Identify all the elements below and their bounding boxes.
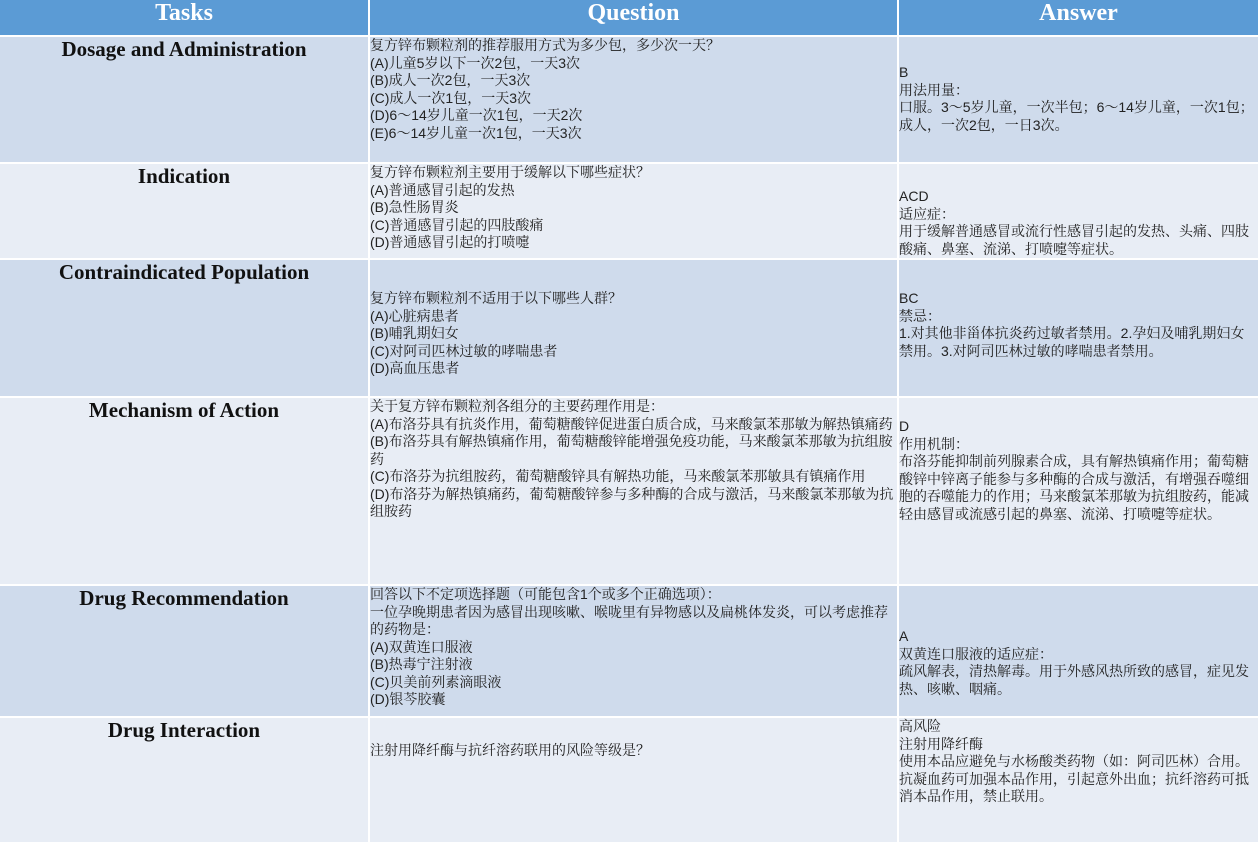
question-stem: 回答以下不定项选择题（可能包含1个或多个正确选项）：: [370, 586, 721, 602]
answer-explanation: 疏风解表，清热解毒。用于外感风热所致的感冒，症见发热、咳嗽、咽痛。: [899, 663, 1249, 697]
question-option: (D)普通感冒引起的打喷嚏: [370, 234, 530, 250]
answer-cell: [899, 398, 1258, 586]
answer-heading: 注射用降纤酶: [899, 735, 983, 752]
task-cell: Drug Interaction: [0, 718, 370, 844]
answer-cell: [899, 718, 1258, 844]
question-option: (C)成人一次1包，一天3次: [370, 89, 532, 106]
question-stem: 复方锌布颗粒剂不适用于以下哪些人群？: [370, 290, 622, 306]
question-stem: 复方锌布颗粒剂的推荐服用方式为多少包，多少次一天？: [370, 37, 720, 53]
header-question: Question: [370, 0, 899, 37]
answer-key: 高风险: [899, 718, 941, 734]
table-row: [0, 260, 1258, 398]
task-cell: Dosage and Administration: [0, 37, 370, 164]
answer-key: A: [899, 628, 909, 644]
question-option: (B)成人一次2包，一天3次: [370, 72, 531, 88]
header-row: [0, 0, 1258, 37]
question-option: (C)贝美前列素滴眼液: [370, 673, 502, 690]
question-option: (D)6～14岁儿童一次1包，一天2次: [370, 107, 583, 123]
task-cell: Drug Recommendation: [0, 586, 370, 718]
header-tasks: Tasks: [0, 0, 370, 37]
question-cell: [370, 398, 899, 586]
task-cell: Indication: [0, 164, 370, 260]
question-option: (B)热毒宁注射液: [370, 656, 473, 672]
answer-heading: 双黄连口服液的适应症：: [899, 645, 1053, 662]
answer-explanation: 使用本品应避免与水杨酸类药物（如：阿司匹林）合用。抗凝血药可加强本品作用，引起意外出血；抗纤溶药可抵消本品作用，禁止联用。: [899, 753, 1249, 804]
question-option: (D)银芩胶囊: [370, 691, 446, 707]
question-option: (A)双黄连口服液: [370, 638, 473, 655]
question-cell: [370, 37, 899, 164]
question-option: (D)布洛芬为解热镇痛药，葡萄糖酸锌参与多种酶的合成与激活，马来酸氯苯那敏为抗组胺药: [370, 485, 894, 519]
task-cell: Contraindicated Population: [0, 260, 370, 398]
answer-cell: [899, 164, 1258, 260]
answer-key: B: [899, 64, 909, 80]
question-option: (D)高血压患者: [370, 360, 460, 376]
answer-key: ACD: [899, 188, 929, 204]
answer-key: D: [899, 418, 910, 434]
header-answer: Answer: [899, 0, 1258, 37]
answer-key: BC: [899, 290, 919, 306]
question-option: (B)急性肠胃炎: [370, 199, 459, 215]
answer-cell: [899, 586, 1258, 718]
question-option: (B)哺乳期妇女: [370, 325, 459, 341]
answer-explanation: 布洛芬能抑制前列腺素合成，具有解热镇痛作用；葡萄糖酸锌中锌离子能参与多种酶的合成与激活，有增强吞噬细胞的吞噬能力的作用；马来酸氯苯那敏为抗组胺药，能减轻由感冒或流感引起的鼻塞、流涕、打喷嚏等症状。: [899, 453, 1249, 522]
answer-heading: 用法用量：: [899, 81, 969, 98]
answer-explanation: 用于缓解普通感冒或流行性感冒引起的发热、头痛、四肢酸痛、鼻塞、流涕、打喷嚏等症状。: [899, 223, 1249, 257]
table-row: [0, 37, 1258, 164]
task-cell: Mechanism of Action: [0, 398, 370, 586]
question-option: (C)布洛芬为抗组胺药，葡萄糖酸锌具有解热功能，马来酸氯苯那敏具有镇痛作用: [370, 468, 866, 484]
answer-heading: 作用机制：: [899, 435, 969, 452]
answer-explanation: 口服。3～5岁儿童，一次半包；6～14岁儿童，一次1包；成人，一次2包，一日3次。: [899, 99, 1254, 133]
question-cell: [370, 164, 899, 260]
question-cell: [370, 586, 899, 718]
question-option: (A)普通感冒引起的发热: [370, 181, 515, 198]
question-option: (C)对阿司匹林过敏的哮喘患者: [370, 342, 558, 359]
table-row: [0, 718, 1258, 844]
answer-explanation: 1.对其他非甾体抗炎药过敏者禁用。2.孕妇及哺乳期妇女禁用。3.对阿司匹林过敏的哮喘患者禁用。: [899, 325, 1245, 359]
question-option: (A)儿童5岁以下一次2包，一天3次: [370, 54, 581, 71]
question-option: (C)普通感冒引起的四肢酸痛: [370, 216, 544, 233]
question-cell: [370, 260, 899, 398]
question-scenario: 一位孕晚期患者因为感冒出现咳嗽、喉咙里有异物感以及扁桃体发炎，可以考虑推荐的药物是：: [370, 603, 888, 637]
table-row: [0, 164, 1258, 260]
table-row: [0, 398, 1258, 586]
question-option: (B)布洛芬具有解热镇痛作用，葡萄糖酸锌能增强免疫功能，马来酸氯苯那敏为抗组胺药: [370, 433, 893, 467]
question-cell: [370, 718, 899, 844]
question-option: (A)布洛芬具有抗炎作用，葡萄糖酸锌促进蛋白质合成，马来酸氯苯那敏为解热镇痛药: [370, 415, 893, 432]
question-stem: 复方锌布颗粒剂主要用于缓解以下哪些症状？: [370, 164, 650, 180]
question-stem: 注射用降纤酶与抗纤溶药联用的风险等级是？: [370, 742, 650, 758]
table-row: [0, 586, 1258, 718]
question-stem: 关于复方锌布颗粒剂各组分的主要药理作用是：: [370, 398, 664, 414]
answer-heading: 禁忌：: [899, 307, 941, 324]
answer-heading: 适应症：: [899, 205, 955, 222]
answer-cell: [899, 37, 1258, 164]
answer-cell: [899, 260, 1258, 398]
question-option: (A)心脏病患者: [370, 307, 459, 324]
question-option: (E)6～14岁儿童一次1包，一天3次: [370, 124, 582, 141]
